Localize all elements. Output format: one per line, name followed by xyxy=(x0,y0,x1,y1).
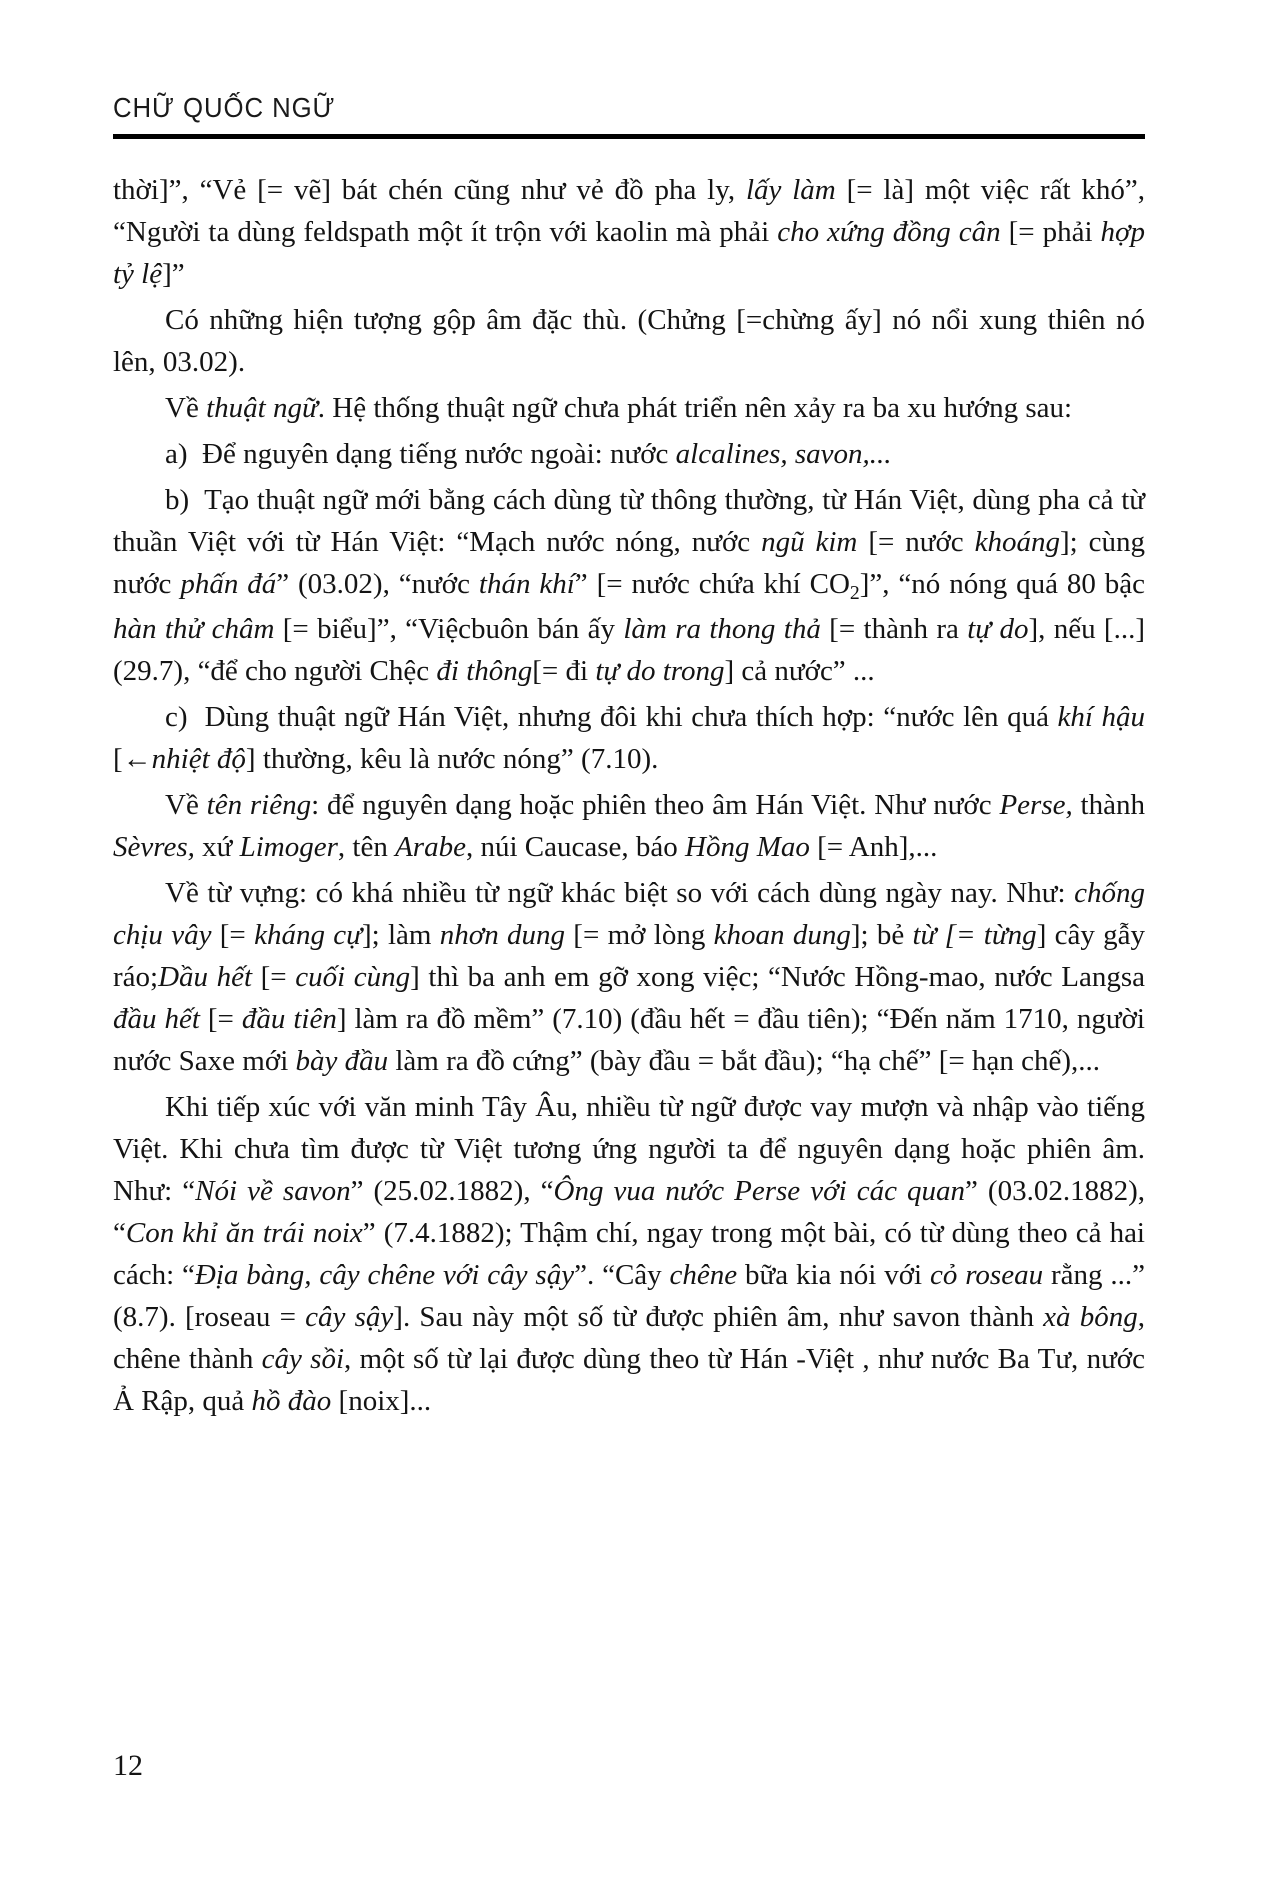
text-run: [= xyxy=(199,1003,242,1035)
text-run: Về từ vựng: có khá nhiều từ ngữ khác biệt so với cách dùng ngày nay. Như: xyxy=(165,877,1075,909)
text-run: [= nước xyxy=(857,526,975,558)
text-run: ], nếu [...] (29.7), “để cho người Chệc xyxy=(113,613,1146,687)
italic-text-run: chống chịu vây xyxy=(113,877,1145,951)
italic-text-run: cây sồi xyxy=(261,1343,344,1375)
paragraph xyxy=(113,169,1145,295)
text-run: [= thành ra xyxy=(820,613,968,645)
paragraph xyxy=(113,696,1145,780)
italic-text-run: tên riêng xyxy=(206,789,312,821)
italic-text-run: tự do xyxy=(967,613,1029,645)
text-run: ” [= nước chứa khí CO xyxy=(574,568,850,600)
text-run: ” (03.02.1882), “ xyxy=(113,1175,1145,1249)
text-run: ] cây gẫy ráo; xyxy=(113,919,1146,993)
italic-text-run: từ [= từng xyxy=(912,919,1037,951)
italic-text-run: nhiệt độ xyxy=(151,743,246,775)
italic-text-run: thuật ngữ xyxy=(206,392,318,424)
italic-text-run: lấy làm xyxy=(745,174,836,206)
italic-text-run: Dầu hết xyxy=(158,961,253,993)
text-run: ]” xyxy=(162,258,185,290)
italic-text-run: bày đầu xyxy=(295,1045,389,1077)
italic-text-run: đầu hết xyxy=(113,1003,200,1035)
subscript-text-run: 2 xyxy=(849,581,860,604)
italic-text-run: hàn thử châm xyxy=(113,613,275,645)
text-run: ” (25.02.1882), “ xyxy=(350,1175,554,1207)
text-run: . Hệ thống thuật ngữ chưa phát triển nên xảy ra ba xu hướng sau: xyxy=(317,392,1073,424)
italic-text-run: thán khí xyxy=(478,568,575,600)
italic-text-run: Perse, xyxy=(999,789,1073,821)
italic-text-run: Địa bàng, cây chêne với cây sậy xyxy=(194,1259,575,1291)
text-run: : để nguyên dạng hoặc phiên theo âm Hán Việt. Như nước xyxy=(311,789,1000,821)
italic-text-run: Nói về savon xyxy=(195,1175,351,1207)
text-run: ]; cùng nước xyxy=(113,526,1146,600)
page-header-title: CHỮ QUỐC NGỮ xyxy=(113,92,336,123)
italic-text-run: khoan dung xyxy=(713,919,851,951)
italic-text-run: phấn đá xyxy=(180,568,277,600)
text-run: c) Dùng thuật ngữ Hán Việt, nhưng đôi khi chưa thích hợp: “nước lên quá xyxy=(165,701,1058,733)
text-run: ] cả nước” ... xyxy=(724,655,875,687)
italic-text-run: ngũ kim xyxy=(761,526,858,558)
italic-text-run: kháng cự xyxy=(254,919,362,951)
text-run: [= phải xyxy=(1000,216,1101,248)
italic-text-run: cuối cùng xyxy=(295,961,411,993)
text-run: ” (03.02), “nước xyxy=(276,568,479,600)
text-run: ”. “Cây xyxy=(574,1259,670,1291)
paragraph xyxy=(113,387,1145,429)
text-run: [= là] một việc rất khó”, “Người ta dùng feldspath một ít trộn với kaolin mà phải xyxy=(113,174,1145,248)
text-run: , chêne thành xyxy=(113,1301,1146,1375)
italic-text-run: đi thông xyxy=(436,655,533,687)
text-run: [= xyxy=(252,961,296,993)
text-run: a) Để nguyên dạng tiếng nước ngoài: nước xyxy=(165,438,676,470)
text-run: xứ xyxy=(194,831,240,863)
italic-text-run: Hồng Mao xyxy=(685,831,810,863)
text-run: ] thì ba anh em gỡ xong việc; “Nước Hồng-mao, nước Langsa xyxy=(410,961,1146,993)
italic-text-run: Ông vua nước Perse với các quan xyxy=(553,1175,965,1207)
text-run: Khi tiếp xúc với văn minh Tây Âu, nhiều từ ngữ được vay mượn và nhập vào tiếng Việt. Khi chưa tìm được từ Việt tương ứng người ta để nguyên dạng hoặc phiên âm. Như: “ xyxy=(113,1091,1145,1207)
text-run: ]”, “nó nóng quá 80 bậc xyxy=(859,568,1145,600)
italic-text-run: Limoger xyxy=(239,831,338,863)
paragraph xyxy=(113,433,1145,475)
italic-text-run: tự do trong xyxy=(595,655,725,687)
italic-text-run: hợp tỷ lệ xyxy=(113,216,1145,290)
text-run: Về xyxy=(165,789,207,821)
italic-text-run: xà bông xyxy=(1043,1301,1138,1333)
italic-text-run: Arabe xyxy=(395,831,466,863)
header-rule xyxy=(113,134,1145,139)
italic-text-run: Sèvres, xyxy=(113,831,195,863)
page-body xyxy=(113,169,1145,1422)
page-header xyxy=(113,92,1145,139)
italic-text-run: đầu tiên xyxy=(241,1003,337,1035)
paragraph xyxy=(113,784,1145,868)
text-run: , núi Caucase, báo xyxy=(465,831,685,863)
italic-text-run: cây sậy xyxy=(305,1301,394,1333)
italic-text-run: chêne xyxy=(669,1259,738,1291)
text-run: [= xyxy=(211,919,255,951)
text-run: , tên xyxy=(337,831,396,863)
text-run: thời]”, “Vẻ [= vẽ] bát chén cũng như vẻ đồ pha ly, xyxy=(113,174,746,206)
text-run: ]; làm xyxy=(361,919,440,951)
text-run: [= Anh],... xyxy=(809,831,938,863)
paragraph xyxy=(113,479,1145,692)
text-run: bữa kia nói với xyxy=(737,1259,930,1291)
text-run: [noix]... xyxy=(331,1385,432,1417)
paragraph xyxy=(113,872,1145,1082)
text-run: ] thường, kêu là nước nóng” (7.10). xyxy=(245,743,659,775)
text-run: Có những hiện tượng gộp âm đặc thù. (Chửng [=chừng ấy] nó nổi xung thiên nó lên, 03.02). xyxy=(113,304,1145,378)
italic-text-run: khí hậu xyxy=(1057,701,1145,733)
text-run: ]. Sau này một số từ được phiên âm, như savon thành xyxy=(393,1301,1044,1333)
text-run: ] làm ra đồ mềm” (7.10) (đầu hết = đầu tiên); “Đến năm 1710, người nước Saxe mới xyxy=(113,1003,1145,1077)
text-run: thành xyxy=(1072,789,1145,821)
italic-text-run: alcalines, savon,... xyxy=(675,438,892,470)
italic-text-run: Con khỉ ăn trái noix xyxy=(125,1217,363,1249)
italic-text-run: cỏ roseau xyxy=(929,1259,1044,1291)
text-run: [= mở lòng xyxy=(565,919,714,951)
text-run: [← xyxy=(113,743,152,775)
text-run: Về xyxy=(165,392,207,424)
text-run: , một số từ lại được dùng theo từ Hán -Việt , như nước Ba Tư, nước Ả Rập, quả xyxy=(113,1343,1145,1417)
text-run: [= biểu]”, “Việcbuôn bán ấy xyxy=(274,613,624,645)
page-number: 12 xyxy=(113,1749,143,1782)
text-run: ” (7.4.1882); Thậm chí, ngay trong một bài, có từ dùng theo cả hai cách: “ xyxy=(113,1217,1145,1291)
paragraph xyxy=(113,1086,1145,1422)
text-run: ]; bẻ xyxy=(850,919,913,951)
text-run: b) Tạo thuật ngữ mới bằng cách dùng từ thông thường, từ Hán Việt, dùng pha cả từ thuần Việt với từ Hán Việt: “Mạch nước nóng, nước xyxy=(113,484,1145,558)
italic-text-run: làm ra thong thả xyxy=(623,613,821,645)
text-run: [= đi xyxy=(532,655,596,687)
italic-text-run: hồ đào xyxy=(251,1385,332,1417)
text-run: làm ra đồ cứng” (bày đầu = bắt đầu); “hạ chế” [= hạn chế),... xyxy=(388,1045,1101,1077)
text-run: rằng ...” (8.7). [roseau = xyxy=(113,1259,1146,1333)
paragraph xyxy=(113,299,1145,383)
italic-text-run: cho xứng đồng cân xyxy=(777,216,1001,248)
italic-text-run: nhơn dung xyxy=(439,919,566,951)
italic-text-run: khoáng xyxy=(974,526,1060,558)
